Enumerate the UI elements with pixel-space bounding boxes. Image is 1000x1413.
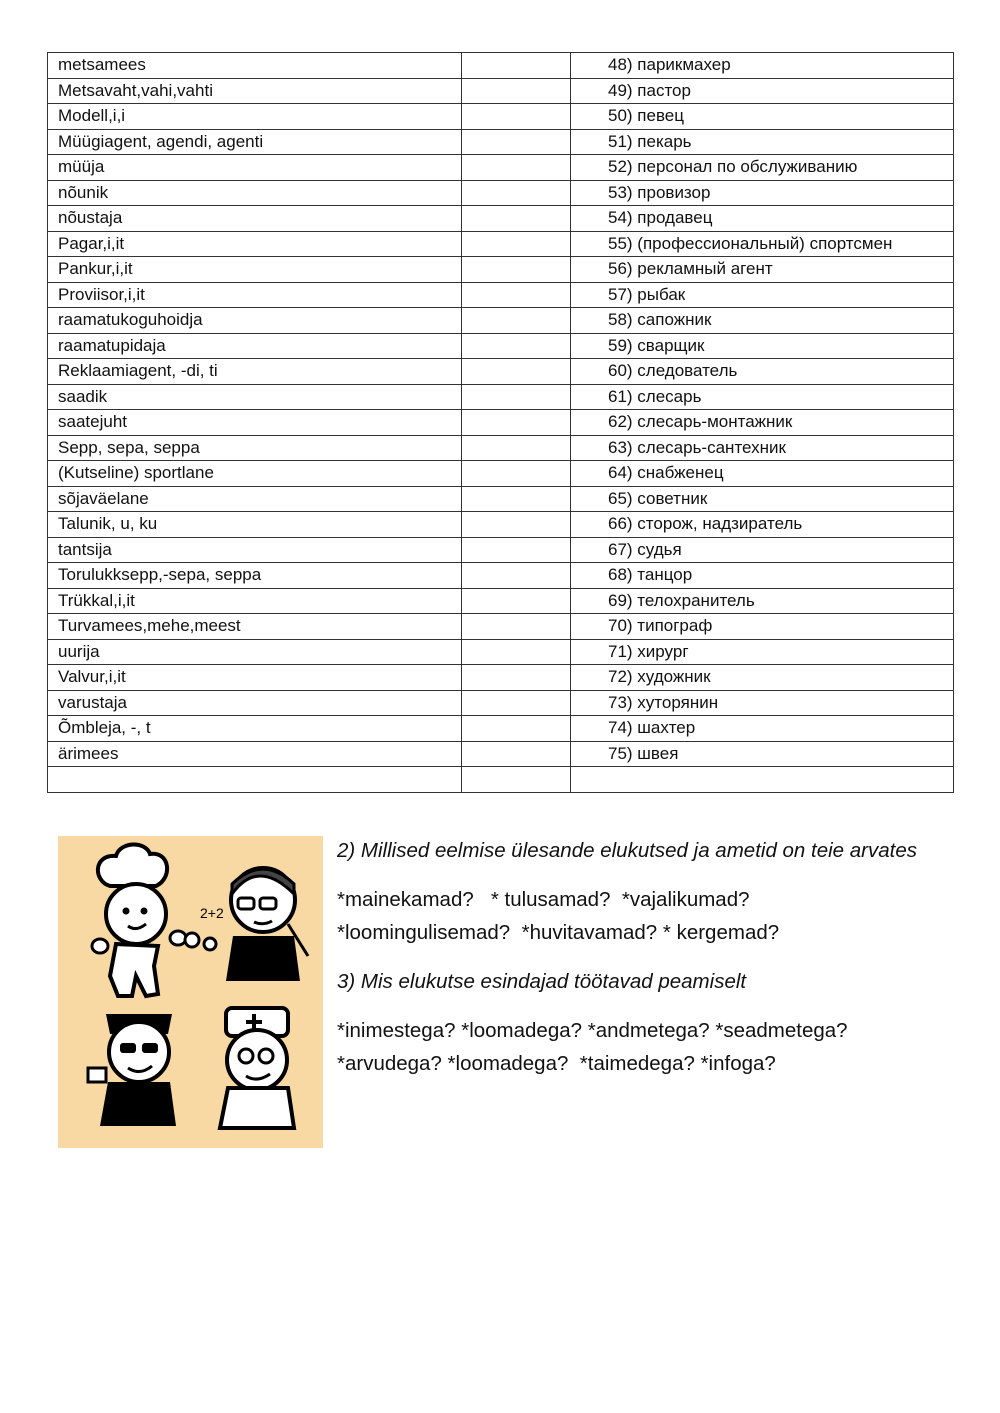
estonian-term-cell: Õmbleja, -, t [48, 716, 462, 742]
russian-term-cell: 67) судья [571, 537, 954, 563]
vocabulary-table-body [48, 53, 954, 793]
estonian-term-cell: raamatukoguhoidja [48, 308, 462, 334]
table-row [48, 461, 954, 487]
table-row [48, 716, 954, 742]
russian-term-cell: 56) рекламный агент [571, 257, 954, 283]
estonian-term-cell: Torulukksepp,-sepa, seppa [48, 563, 462, 589]
russian-term-cell: 66) сторож, надзиратель [571, 512, 954, 538]
russian-term-cell: 65) советник [571, 486, 954, 512]
table-row [48, 206, 954, 232]
russian-term-cell: 74) шахтер [571, 716, 954, 742]
russian-term-cell: 59) сварщик [571, 333, 954, 359]
russian-term-cell: 51) пекарь [571, 129, 954, 155]
russian-term-cell: 58) сапожник [571, 308, 954, 334]
answer-cell[interactable] [462, 282, 571, 308]
answer-cell[interactable] [462, 563, 571, 589]
tasks-section [337, 834, 937, 1096]
estonian-term-cell: metsamees [48, 53, 462, 79]
russian-term-cell: 72) художник [571, 665, 954, 691]
estonian-term-cell: Proviisor,i,it [48, 282, 462, 308]
table-row [48, 180, 954, 206]
table-row [48, 53, 954, 79]
estonian-term-cell: Müügiagent, agendi, agenti [48, 129, 462, 155]
russian-term-cell: 48) парикмахер [571, 53, 954, 79]
estonian-term-cell: Pankur,i,it [48, 257, 462, 283]
estonian-term-cell: nõunik [48, 180, 462, 206]
estonian-term-cell: (Kutseline) sportlane [48, 461, 462, 487]
estonian-term-cell: Talunik, u, ku [48, 512, 462, 538]
answer-cell[interactable] [462, 614, 571, 640]
table-row [48, 384, 954, 410]
table-row [48, 282, 954, 308]
russian-term-cell: 62) слесарь-монтажник [571, 410, 954, 436]
table-row [48, 155, 954, 181]
answer-cell[interactable] [462, 308, 571, 334]
table-row [48, 257, 954, 283]
answer-cell[interactable] [462, 486, 571, 512]
task-2-options-line-1: *mainekamad? * tulusamad? *vajalikumad? [337, 888, 750, 911]
professions-illustration [58, 836, 323, 1148]
russian-term-cell: 52) персонал по обслуживанию [571, 155, 954, 181]
chalk-text: 2+2 [200, 905, 224, 921]
answer-cell[interactable] [462, 410, 571, 436]
russian-term-cell: 71) хирург [571, 639, 954, 665]
answer-cell[interactable] [462, 78, 571, 104]
answer-cell[interactable] [462, 461, 571, 487]
answer-cell[interactable] [462, 767, 571, 793]
estonian-term-cell: Reklaamiagent, -di, ti [48, 359, 462, 385]
answer-cell[interactable] [462, 53, 571, 79]
estonian-term-cell: varustaja [48, 690, 462, 716]
table-row [48, 537, 954, 563]
professions-cartoon-icon [58, 836, 323, 1148]
estonian-term-cell: müüja [48, 155, 462, 181]
answer-cell[interactable] [462, 206, 571, 232]
estonian-term-cell: Trükkal,i,it [48, 588, 462, 614]
task-2-options [337, 883, 937, 949]
answer-cell[interactable] [462, 690, 571, 716]
table-row [48, 435, 954, 461]
answer-cell[interactable] [462, 435, 571, 461]
answer-cell[interactable] [462, 384, 571, 410]
table-row [48, 563, 954, 589]
estonian-term-cell: saatejuht [48, 410, 462, 436]
table-row [48, 104, 954, 130]
answer-cell[interactable] [462, 537, 571, 563]
table-row [48, 308, 954, 334]
table-row [48, 78, 954, 104]
answer-cell[interactable] [462, 639, 571, 665]
answer-cell[interactable] [462, 333, 571, 359]
estonian-term-cell: nõustaja [48, 206, 462, 232]
table-row [48, 614, 954, 640]
estonian-term-cell: Valvur,i,it [48, 665, 462, 691]
answer-cell[interactable] [462, 512, 571, 538]
table-row [48, 129, 954, 155]
estonian-term-cell: uurija [48, 639, 462, 665]
answer-cell[interactable] [462, 359, 571, 385]
russian-term-cell: 53) провизор [571, 180, 954, 206]
answer-cell[interactable] [462, 104, 571, 130]
estonian-term-cell: tantsija [48, 537, 462, 563]
answer-cell[interactable] [462, 588, 571, 614]
table-row [48, 690, 954, 716]
estonian-term-cell: Turvamees,mehe,meest [48, 614, 462, 640]
task-2-options-line-2: *loomingulisemad? *huvitavamad? * kergemad? [337, 921, 780, 944]
chef-figure [92, 844, 186, 996]
estonian-term-cell: ärimees [48, 741, 462, 767]
russian-term-cell: 73) хуторянин [571, 690, 954, 716]
table-row [48, 665, 954, 691]
russian-term-cell: 50) певец [571, 104, 954, 130]
estonian-term-cell: Sepp, sepa, seppa [48, 435, 462, 461]
russian-term-cell: 54) продавец [571, 206, 954, 232]
answer-cell[interactable] [462, 665, 571, 691]
estonian-term-cell [48, 767, 462, 793]
answer-cell[interactable] [462, 180, 571, 206]
table-row [48, 588, 954, 614]
task-2-question: 2) Millised eelmise ülesande elukutsed ja ametid on teie arvates [337, 839, 918, 862]
task-3-options [337, 1014, 937, 1080]
russian-term-cell: 68) танцор [571, 563, 954, 589]
answer-cell[interactable] [462, 231, 571, 257]
russian-term-cell: 75) швея [571, 741, 954, 767]
russian-term-cell: 64) снабженец [571, 461, 954, 487]
estonian-term-cell: saadik [48, 384, 462, 410]
estonian-term-cell: raamatupidaja [48, 333, 462, 359]
answer-cell[interactable] [462, 129, 571, 155]
russian-term-cell: 60) следователь [571, 359, 954, 385]
answer-cell[interactable] [462, 155, 571, 181]
task-3-question: 3) Mis elukutse esindajad töötavad peamiselt [337, 970, 747, 993]
table-row [48, 639, 954, 665]
table-row [48, 512, 954, 538]
estonian-term-cell: Metsavaht,vahi,vahti [48, 78, 462, 104]
teacher-figure [185, 868, 308, 981]
police-figure [88, 1014, 176, 1126]
russian-term-cell: 63) слесарь-сантехник [571, 435, 954, 461]
russian-term-cell: 57) рыбак [571, 282, 954, 308]
task-3-options-line-2: *arvudega? *loomadega? *taimedega? *infoga? [337, 1052, 776, 1075]
table-row [48, 767, 954, 793]
table-row [48, 231, 954, 257]
doctor-figure [220, 1008, 294, 1128]
answer-cell[interactable] [462, 257, 571, 283]
estonian-term-cell: Modell,i,i [48, 104, 462, 130]
answer-cell[interactable] [462, 716, 571, 742]
table-row [48, 486, 954, 512]
table-row [48, 333, 954, 359]
russian-term-cell [571, 767, 954, 793]
russian-term-cell: 55) (профессиональный) спортсмен [571, 231, 954, 257]
task-3-options-line-1: *inimestega? *loomadega? *andmetega? *seadmetega? [337, 1019, 848, 1042]
russian-term-cell: 69) телохранитель [571, 588, 954, 614]
russian-term-cell: 70) типограф [571, 614, 954, 640]
estonian-term-cell: sõjaväelane [48, 486, 462, 512]
russian-term-cell: 61) слесарь [571, 384, 954, 410]
table-row [48, 741, 954, 767]
russian-term-cell: 49) пастор [571, 78, 954, 104]
vocabulary-table [47, 52, 954, 793]
estonian-term-cell: Pagar,i,it [48, 231, 462, 257]
table-row [48, 359, 954, 385]
answer-cell[interactable] [462, 741, 571, 767]
table-row [48, 410, 954, 436]
